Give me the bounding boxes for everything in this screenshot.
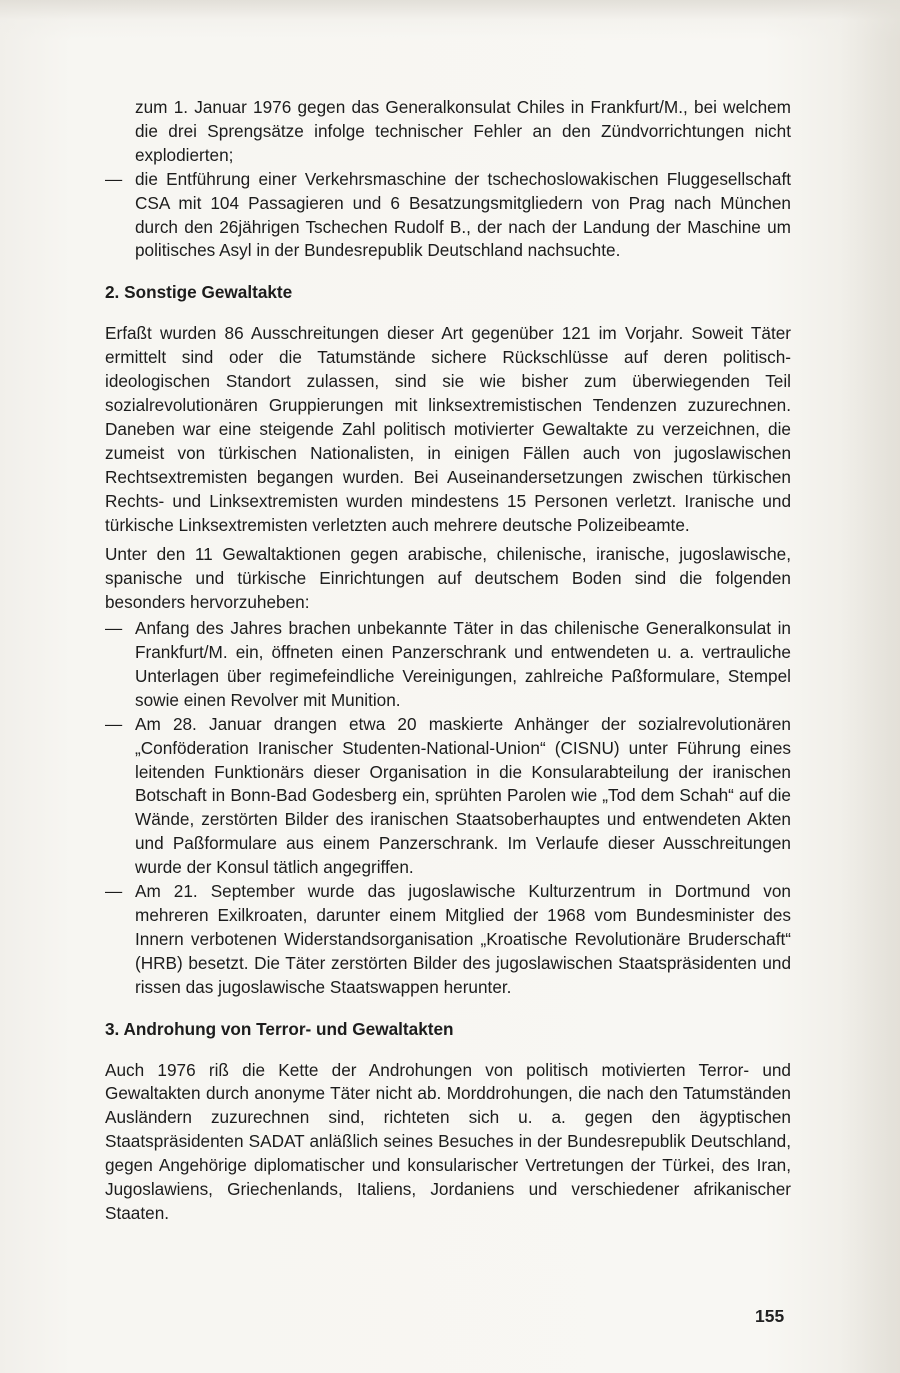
list-item-text: Am 21. September wurde das jugoslawische Kulturzentrum in Dortmund von mehreren Exilkroaten, darunter einem Mitglied der 1968 vom Bundesminister des Innern verbotenen Widerstandsorganisation „Kroatische Revolutionäre Bruderschaft“ (HRB) besetzt. Die Täter zerstörten Bilder des jugoslawischen Staatspräsidenten und rissen das jugoslawische Staatswappen herunter. — [135, 881, 791, 997]
scan-shadow-top — [0, 0, 900, 40]
list-item-text: Am 28. Januar drangen etwa 20 maskierte Anhänger der sozialrevolutionären „Conföderation Iranischer Studenten-National-Union“ (CISNU) unter Führung eines leitenden Funktionärs dieser Organisation in die Konsularabteilung der iranischen Botschaft in Bonn-Bad Godesberg ein, sprühten Parolen wie „Tod dem Schah“ auf die Wände, zerstörten Bilder des iranischen Staatsoberhauptes und entwendeten Akten und Paßformulare aus einem Panzerschrank. Im Verlaufe dieser Ausschreitungen wurde der Konsul tätlich angegriffen. — [135, 713, 791, 878]
list-item-text: Anfang des Jahres brachen unbekannte Täter in das chilenische Generalkonsulat in Frankfurt/M. ein, öffneten einen Panzerschrank und entwendeten u. a. vertrauliche Unterlagen über regimefeindliche Vereinigungen, zahlreiche Paßformulare, Stempel sowie einen Revolver mit Munition. — [135, 618, 791, 710]
section-2-paragraph-1: Erfaßt wurden 86 Ausschreitungen dieser Art gegenüber 121 im Vorjahr. Soweit Täter ermittelt sind oder die Tatumstände sichere Rückschlüsse auf deren politisch-ideologischen Standort zulassen, sind sie wie bisher zum überwiegenden Teil sozialrevolutionären Gruppierungen mit linksextremistischen Tendenzen zuzurechnen. Daneben war eine steigende Zahl politisch motivierter Gewaltakte zu verzeichnen, die zumeist von türkischen Nationalisten, in einigen Fällen auch von jugoslawischen Rechtsextremisten begangen wurden. Bei Auseinandersetzungen zwischen türkischen Rechts- und Linksextremisten wurden mindestens 15 Personen verletzt. Iranische und türkische Linksextremisten verletzten auch mehrere deutsche Polizeibeamte. — [105, 323, 791, 535]
list-item — [105, 713, 791, 880]
list-item — [105, 617, 791, 713]
continuation-text: zum 1. Januar 1976 gegen das Generalkonsulat Chiles in Frankfurt/M., bei welchem die drei Sprengsätze infolge technischer Fehler an den Zündvorrichtungen nicht explodierten; — [135, 97, 791, 165]
section-2-paragraph-2: Unter den 11 Gewaltaktionen gegen arabische, chilenische, iranische, jugoslawische, spanische und türkische Einrichtungen auf deutschem Boden sind die folgenden besonders hervorzuheben: — [105, 544, 791, 613]
list-item — [105, 880, 791, 1000]
list-item-hijacking — [105, 168, 791, 264]
section-3-paragraph-1: Auch 1976 riß die Kette der Androhungen von politisch motivierten Terror- und Gewaltakten durch anonyme Täter nicht ab. Morddrohungen, die nach den Tatumständen Ausländern zuzurechnen sind, richteten sich u. a. gegen den ägyptischen Staatspräsidenten SADAT anläßlich seines Besuches in der Bundesrepublik Deutschland, gegen Angehörige diplomatischer und konsularischer Vertretungen der Türkei, des Iran, Jugoslawiens, Griechenlands, Italiens, Jordaniens und verschiedener afrikanischer Staaten. — [105, 1059, 791, 1223]
dash-marker: — — [105, 713, 123, 734]
list-item-text: die Entführung einer Verkehrsmaschine der tschechoslowakischen Fluggesellschaft CSA mit 104 Passagieren und 6 Besatzungsmitgliedern von Prag nach München durch den 26jährigen Tschechen Rudolf B., der nach der Landung der Maschine um politisches Asyl in der Bundesrepublik Deutschland nachsuchte. — [135, 168, 791, 261]
dash-marker: — — [105, 618, 123, 639]
scan-shadow-right — [840, 0, 900, 1373]
section-heading-2: 2. Sonstige Gewaltakte — [105, 282, 293, 303]
page-number: 155 — [755, 1306, 785, 1326]
page-body — [105, 96, 791, 1226]
section-heading-3: 3. Androhung von Terror- und Gewaltakten — [105, 1018, 454, 1039]
dash-marker: — — [105, 168, 123, 189]
dash-marker: — — [105, 881, 123, 902]
